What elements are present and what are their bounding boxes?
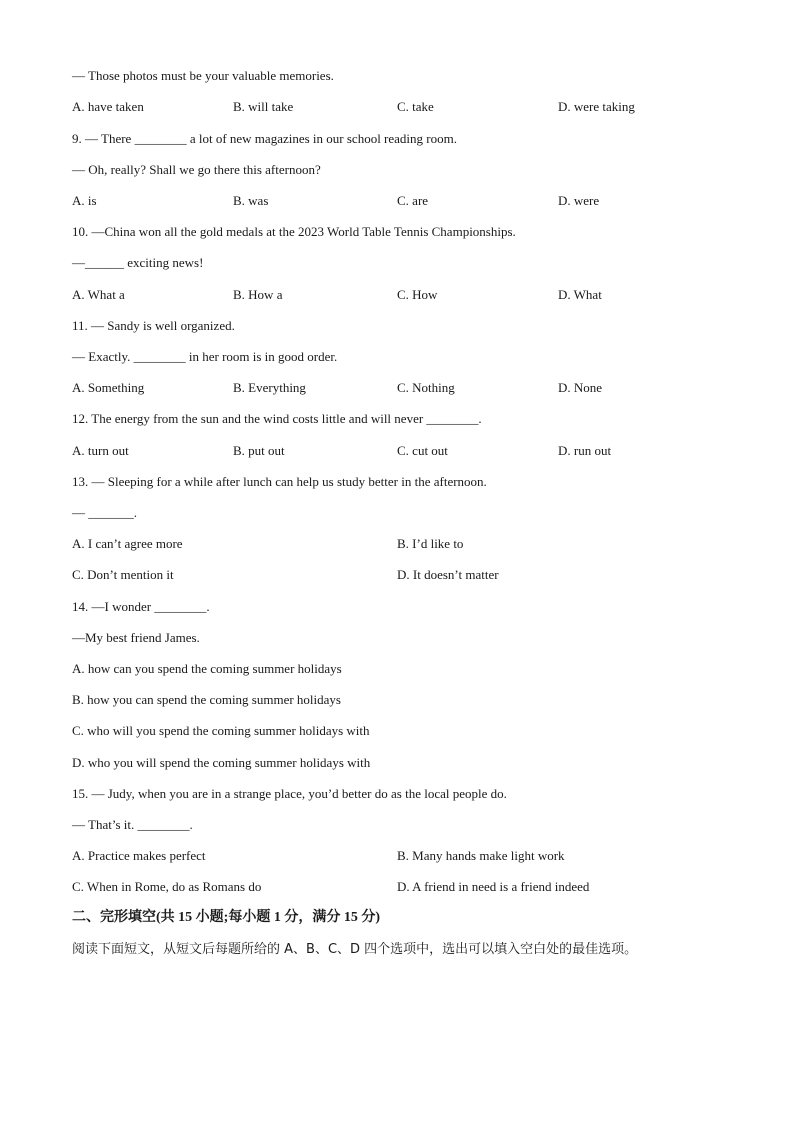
q14-option-c: C. who will you spend the coming summer holidays with bbox=[72, 723, 370, 738]
q10-response: —______ exciting news! bbox=[72, 255, 204, 270]
q11-option-c: C. Nothing bbox=[397, 380, 455, 395]
section-2-instruction: 阅读下面短文，从短文后每题所给的 A、B、C、D 四个选项中，选出可以填入空白处的最佳选项。 bbox=[72, 942, 638, 957]
q13-option-d: D. It doesn’t matter bbox=[397, 567, 499, 582]
q9-option-b: B. was bbox=[233, 193, 269, 208]
q10-option-a: A. What a bbox=[72, 287, 125, 302]
q12-option-d: D. run out bbox=[558, 443, 612, 458]
q9-option-d: D. were bbox=[558, 193, 600, 208]
q13-stem: 13. — Sleeping for a while after lunch can help us study better in the afternoon. bbox=[72, 474, 487, 489]
q10-option-c: C. How bbox=[397, 287, 438, 302]
q9-option-c: C. are bbox=[397, 193, 429, 208]
q9-option-a: A. is bbox=[72, 193, 97, 208]
q14-option-b: B. how you can spend the coming summer holidays bbox=[72, 692, 341, 707]
q10-stem: 10. —China won all the gold medals at the 2023 World Table Tennis Championships. bbox=[72, 224, 516, 239]
q15-option-a: A. Practice makes perfect bbox=[72, 848, 206, 863]
q12-stem: 12. The energy from the sun and the wind costs little and will never ________. bbox=[72, 411, 482, 426]
q11-option-a: A. Something bbox=[72, 380, 145, 395]
q8-option-c: C. take bbox=[397, 99, 434, 114]
q9-response: — Oh, really? Shall we go there this afternoon? bbox=[72, 162, 321, 177]
q13-option-a: A. I can’t agree more bbox=[72, 536, 183, 551]
section-2-title: 二、完形填空(共 15 小题;每小题 1 分，满分 15 分) bbox=[72, 910, 380, 925]
q8-option-d: D. were taking bbox=[558, 99, 635, 114]
q12-option-a: A. turn out bbox=[72, 443, 129, 458]
q13-response: — _______. bbox=[72, 505, 137, 520]
q14-stem: 14. —I wonder ________. bbox=[72, 599, 210, 614]
q13-option-b: B. I’d like to bbox=[397, 536, 464, 551]
q8-option-a: A. have taken bbox=[72, 99, 144, 114]
q10-option-b: B. How a bbox=[233, 287, 283, 302]
q8-response: — Those photos must be your valuable memories. bbox=[72, 68, 334, 83]
q11-stem: 11. — Sandy is well organized. bbox=[72, 318, 235, 333]
q15-option-c: C. When in Rome, do as Romans do bbox=[72, 879, 262, 894]
q11-response: — Exactly. ________ in her room is in good order. bbox=[72, 349, 338, 364]
q14-response: —My best friend James. bbox=[72, 630, 200, 645]
q14-option-d: D. who you will spend the coming summer holidays with bbox=[72, 755, 371, 770]
q11-option-b: B. Everything bbox=[233, 380, 306, 395]
q14-option-a: A. how can you spend the coming summer holidays bbox=[72, 661, 342, 676]
q11-option-d: D. None bbox=[558, 380, 603, 395]
q9-stem: 9. — There ________ a lot of new magazines in our school reading room. bbox=[72, 131, 457, 146]
q12-option-b: B. put out bbox=[233, 443, 285, 458]
q10-option-d: D. What bbox=[558, 287, 602, 302]
q8-option-b: B. will take bbox=[233, 99, 294, 114]
q15-option-b: B. Many hands make light work bbox=[397, 848, 565, 863]
q13-option-c: C. Don’t mention it bbox=[72, 567, 174, 582]
q15-option-d: D. A friend in need is a friend indeed bbox=[397, 879, 590, 894]
q15-stem: 15. — Judy, when you are in a strange place, you’d better do as the local people do. bbox=[72, 786, 507, 801]
q15-response: — That’s it. ________. bbox=[72, 817, 193, 832]
q12-option-c: C. cut out bbox=[397, 443, 448, 458]
